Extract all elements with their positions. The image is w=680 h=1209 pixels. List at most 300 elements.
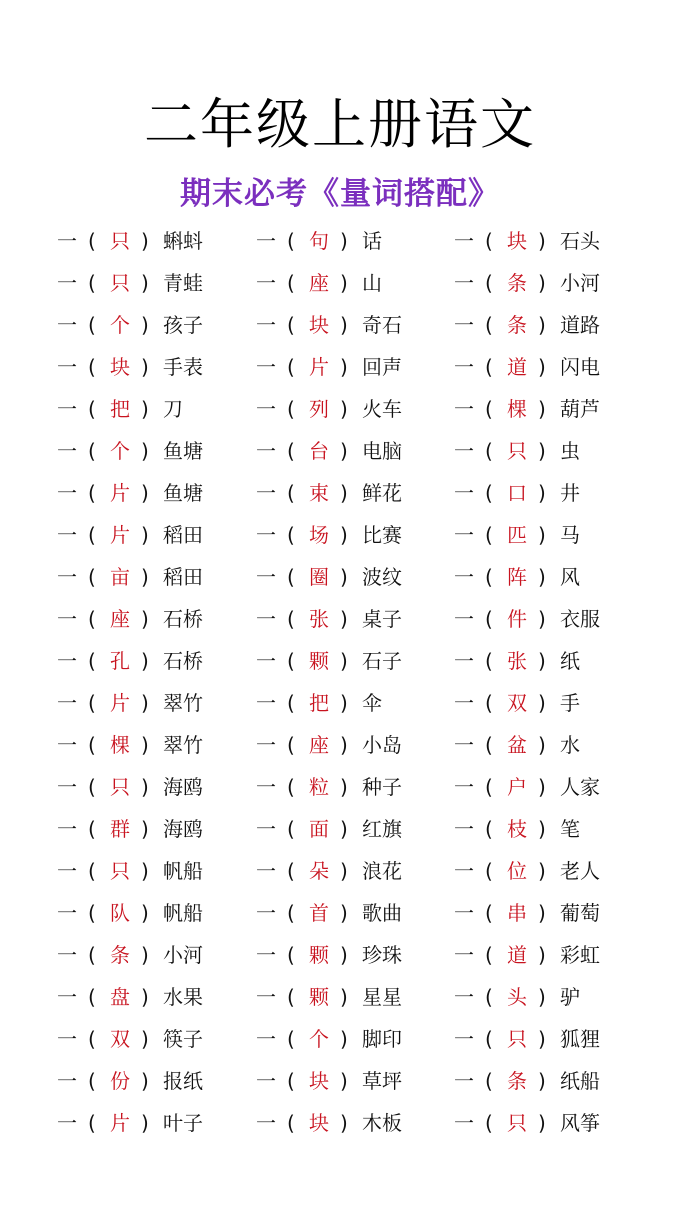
prefix-one: 一: [57, 1027, 77, 1051]
noun-word: 青蛙: [163, 271, 203, 295]
measure-word-grid: [0, 220, 680, 1144]
measure-word: 台: [309, 439, 329, 463]
close-paren: ): [340, 271, 348, 295]
measure-word: 盆: [507, 733, 527, 757]
close-paren: ): [141, 985, 149, 1009]
measure-word: 只: [110, 229, 130, 253]
close-paren: ): [538, 733, 546, 757]
measure-word: 条: [110, 943, 130, 967]
prefix-one: 一: [57, 985, 77, 1009]
noun-word: 衣服: [560, 607, 600, 631]
noun-word: 人家: [560, 775, 600, 799]
open-paren: (: [88, 817, 96, 841]
prefix-one: 一: [454, 355, 474, 379]
measure-word: 道: [507, 943, 527, 967]
close-paren: ): [340, 943, 348, 967]
prefix-one: 一: [454, 439, 474, 463]
prefix-one: 一: [57, 523, 77, 547]
noun-word: 比赛: [362, 523, 402, 547]
prefix-one: 一: [57, 733, 77, 757]
prefix-one: 一: [57, 1069, 77, 1093]
noun-word: 海鸥: [163, 817, 203, 841]
grid-row: [0, 808, 680, 850]
measure-word: 户: [507, 775, 527, 799]
open-paren: (: [485, 607, 493, 631]
open-paren: (: [485, 1069, 493, 1093]
grid-row: [0, 976, 680, 1018]
prefix-one: 一: [256, 355, 276, 379]
grid-row: [0, 472, 680, 514]
close-paren: ): [340, 439, 348, 463]
open-paren: (: [287, 481, 295, 505]
grid-row: [0, 388, 680, 430]
noun-word: 稻田: [163, 523, 203, 547]
prefix-one: 一: [256, 691, 276, 715]
measure-word: 棵: [110, 733, 130, 757]
prefix-one: 一: [454, 943, 474, 967]
prefix-one: 一: [454, 649, 474, 673]
open-paren: (: [287, 439, 295, 463]
noun-word: 叶子: [163, 1111, 203, 1135]
measure-word: 只: [507, 439, 527, 463]
prefix-one: 一: [454, 313, 474, 337]
grid-row: [0, 766, 680, 808]
noun-word: 桌子: [362, 607, 402, 631]
measure-word: 阵: [507, 565, 527, 589]
open-paren: (: [485, 229, 493, 253]
open-paren: (: [287, 607, 295, 631]
measure-word: 条: [507, 313, 527, 337]
noun-word: 葡萄: [560, 901, 600, 925]
noun-word: 帆船: [163, 859, 203, 883]
open-paren: (: [287, 733, 295, 757]
open-paren: (: [287, 397, 295, 421]
noun-word: 闪电: [560, 355, 600, 379]
prefix-one: 一: [256, 733, 276, 757]
close-paren: ): [141, 481, 149, 505]
measure-word: 条: [507, 1069, 527, 1093]
noun-word: 鱼塘: [163, 481, 203, 505]
open-paren: (: [287, 313, 295, 337]
close-paren: ): [538, 649, 546, 673]
open-paren: (: [287, 691, 295, 715]
noun-word: 小岛: [362, 733, 402, 757]
prefix-one: 一: [256, 943, 276, 967]
close-paren: ): [141, 691, 149, 715]
close-paren: ): [141, 775, 149, 799]
prefix-one: 一: [256, 859, 276, 883]
close-paren: ): [538, 481, 546, 505]
close-paren: ): [340, 901, 348, 925]
prefix-one: 一: [57, 271, 77, 295]
noun-word: 歌曲: [362, 901, 402, 925]
open-paren: (: [287, 817, 295, 841]
open-paren: (: [88, 943, 96, 967]
open-paren: (: [485, 397, 493, 421]
close-paren: ): [538, 985, 546, 1009]
close-paren: ): [538, 775, 546, 799]
noun-word: 星星: [362, 985, 402, 1009]
close-paren: ): [340, 733, 348, 757]
grid-row: [0, 1060, 680, 1102]
open-paren: (: [88, 271, 96, 295]
prefix-one: 一: [454, 775, 474, 799]
close-paren: ): [340, 397, 348, 421]
open-paren: (: [485, 985, 493, 1009]
close-paren: ): [141, 943, 149, 967]
close-paren: ): [141, 565, 149, 589]
open-paren: (: [88, 607, 96, 631]
measure-word: 个: [110, 439, 130, 463]
measure-word: 块: [309, 1111, 329, 1135]
prefix-one: 一: [256, 397, 276, 421]
open-paren: (: [485, 565, 493, 589]
noun-word: 风: [560, 565, 580, 589]
measure-word: 双: [507, 691, 527, 715]
open-paren: (: [88, 733, 96, 757]
open-paren: (: [287, 565, 295, 589]
open-paren: (: [485, 733, 493, 757]
measure-word: 片: [110, 691, 130, 715]
measure-word: 块: [507, 229, 527, 253]
close-paren: ): [538, 565, 546, 589]
close-paren: ): [538, 271, 546, 295]
noun-word: 笔: [560, 817, 580, 841]
measure-word: 片: [110, 481, 130, 505]
open-paren: (: [485, 481, 493, 505]
noun-word: 手表: [163, 355, 203, 379]
prefix-one: 一: [57, 901, 77, 925]
measure-word: 座: [110, 607, 130, 631]
grid-row: [0, 724, 680, 766]
noun-word: 木板: [362, 1111, 402, 1135]
close-paren: ): [538, 859, 546, 883]
open-paren: (: [88, 1027, 96, 1051]
prefix-one: 一: [256, 985, 276, 1009]
measure-word: 面: [309, 817, 329, 841]
open-paren: (: [88, 229, 96, 253]
noun-word: 种子: [362, 775, 402, 799]
grid-row: [0, 598, 680, 640]
close-paren: ): [141, 1111, 149, 1135]
prefix-one: 一: [454, 1111, 474, 1135]
noun-word: 水: [560, 733, 580, 757]
open-paren: (: [287, 943, 295, 967]
open-paren: (: [88, 1111, 96, 1135]
close-paren: ): [538, 817, 546, 841]
prefix-one: 一: [57, 775, 77, 799]
open-paren: (: [287, 901, 295, 925]
close-paren: ): [141, 649, 149, 673]
measure-word: 片: [309, 355, 329, 379]
noun-word: 草坪: [362, 1069, 402, 1093]
close-paren: ): [340, 313, 348, 337]
prefix-one: 一: [454, 397, 474, 421]
measure-word: 张: [309, 607, 329, 631]
grid-row: [0, 1018, 680, 1060]
open-paren: (: [485, 271, 493, 295]
prefix-one: 一: [256, 523, 276, 547]
noun-word: 电脑: [362, 439, 402, 463]
close-paren: ): [340, 691, 348, 715]
open-paren: (: [287, 271, 295, 295]
noun-word: 石桥: [163, 607, 203, 631]
measure-word: 颗: [309, 943, 329, 967]
measure-word: 盘: [110, 985, 130, 1009]
close-paren: ): [141, 817, 149, 841]
measure-word: 片: [110, 523, 130, 547]
open-paren: (: [88, 859, 96, 883]
noun-word: 小河: [560, 271, 600, 295]
grid-row: [0, 556, 680, 598]
measure-word: 群: [110, 817, 130, 841]
open-paren: (: [88, 1069, 96, 1093]
noun-word: 报纸: [163, 1069, 203, 1093]
noun-word: 井: [560, 481, 580, 505]
prefix-one: 一: [256, 1069, 276, 1093]
prefix-one: 一: [256, 1111, 276, 1135]
open-paren: (: [88, 565, 96, 589]
prefix-one: 一: [454, 901, 474, 925]
measure-word: 颗: [309, 985, 329, 1009]
noun-word: 驴: [560, 985, 580, 1009]
measure-word: 座: [309, 271, 329, 295]
measure-word: 首: [309, 901, 329, 925]
noun-word: 筷子: [163, 1027, 203, 1051]
measure-word: 只: [110, 859, 130, 883]
prefix-one: 一: [256, 313, 276, 337]
close-paren: ): [141, 1027, 149, 1051]
prefix-one: 一: [57, 439, 77, 463]
open-paren: (: [88, 397, 96, 421]
noun-word: 石子: [362, 649, 402, 673]
prefix-one: 一: [256, 775, 276, 799]
prefix-one: 一: [57, 649, 77, 673]
close-paren: ): [340, 985, 348, 1009]
close-paren: ): [340, 229, 348, 253]
measure-word: 块: [309, 1069, 329, 1093]
noun-word: 奇石: [362, 313, 402, 337]
prefix-one: 一: [57, 355, 77, 379]
prefix-one: 一: [256, 817, 276, 841]
open-paren: (: [88, 481, 96, 505]
open-paren: (: [287, 859, 295, 883]
page-subtitle: 期末必考《量词搭配》: [180, 176, 500, 212]
prefix-one: 一: [256, 229, 276, 253]
close-paren: ): [141, 355, 149, 379]
prefix-one: 一: [256, 565, 276, 589]
prefix-one: 一: [256, 439, 276, 463]
open-paren: (: [88, 691, 96, 715]
prefix-one: 一: [454, 985, 474, 1009]
close-paren: ): [538, 691, 546, 715]
grid-row: [0, 682, 680, 724]
noun-word: 纸: [560, 649, 580, 673]
grid-row: [0, 850, 680, 892]
close-paren: ): [141, 733, 149, 757]
prefix-one: 一: [57, 859, 77, 883]
noun-word: 葫芦: [560, 397, 600, 421]
measure-word: 位: [507, 859, 527, 883]
measure-word: 只: [507, 1111, 527, 1135]
noun-word: 翠竹: [163, 733, 203, 757]
open-paren: (: [485, 313, 493, 337]
close-paren: ): [340, 1027, 348, 1051]
prefix-one: 一: [454, 733, 474, 757]
open-paren: (: [485, 1111, 493, 1135]
measure-word: 圈: [309, 565, 329, 589]
close-paren: ): [340, 355, 348, 379]
close-paren: ): [340, 481, 348, 505]
prefix-one: 一: [57, 313, 77, 337]
open-paren: (: [485, 901, 493, 925]
measure-word: 串: [507, 901, 527, 925]
prefix-one: 一: [454, 691, 474, 715]
measure-word: 只: [110, 775, 130, 799]
measure-word: 份: [110, 1069, 130, 1093]
open-paren: (: [88, 355, 96, 379]
measure-word: 颗: [309, 649, 329, 673]
grid-row: [0, 514, 680, 556]
noun-word: 老人: [560, 859, 600, 883]
prefix-one: 一: [454, 1069, 474, 1093]
noun-word: 脚印: [362, 1027, 402, 1051]
grid-row: [0, 892, 680, 934]
prefix-one: 一: [57, 565, 77, 589]
grid-row: [0, 640, 680, 682]
open-paren: (: [88, 775, 96, 799]
open-paren: (: [287, 1069, 295, 1093]
close-paren: ): [141, 523, 149, 547]
close-paren: ): [141, 439, 149, 463]
open-paren: (: [287, 985, 295, 1009]
measure-word: 朵: [309, 859, 329, 883]
close-paren: ): [538, 1111, 546, 1135]
noun-word: 小河: [163, 943, 203, 967]
measure-word: 个: [309, 1027, 329, 1051]
close-paren: ): [538, 1069, 546, 1093]
prefix-one: 一: [256, 481, 276, 505]
prefix-one: 一: [57, 691, 77, 715]
prefix-one: 一: [57, 229, 77, 253]
measure-word: 束: [309, 481, 329, 505]
open-paren: (: [485, 523, 493, 547]
close-paren: ): [538, 943, 546, 967]
measure-word: 孔: [110, 649, 130, 673]
open-paren: (: [88, 313, 96, 337]
measure-word: 只: [507, 1027, 527, 1051]
grid-row: [0, 220, 680, 262]
measure-word: 把: [110, 397, 130, 421]
open-paren: (: [88, 901, 96, 925]
prefix-one: 一: [454, 817, 474, 841]
prefix-one: 一: [57, 943, 77, 967]
open-paren: (: [287, 649, 295, 673]
grid-row: [0, 304, 680, 346]
noun-word: 水果: [163, 985, 203, 1009]
close-paren: ): [141, 229, 149, 253]
noun-word: 帆船: [163, 901, 203, 925]
measure-word: 道: [507, 355, 527, 379]
measure-word: 棵: [507, 397, 527, 421]
prefix-one: 一: [57, 817, 77, 841]
close-paren: ): [141, 607, 149, 631]
measure-word: 座: [309, 733, 329, 757]
open-paren: (: [485, 649, 493, 673]
prefix-one: 一: [454, 523, 474, 547]
close-paren: ): [538, 901, 546, 925]
open-paren: (: [287, 229, 295, 253]
measure-word: 块: [110, 355, 130, 379]
prefix-one: 一: [454, 607, 474, 631]
close-paren: ): [538, 355, 546, 379]
noun-word: 话: [362, 229, 382, 253]
open-paren: (: [485, 355, 493, 379]
grid-row: [0, 430, 680, 472]
grid-row: [0, 346, 680, 388]
measure-word: 亩: [110, 565, 130, 589]
noun-word: 刀: [163, 397, 183, 421]
noun-word: 纸船: [560, 1069, 600, 1093]
noun-word: 狐狸: [560, 1027, 600, 1051]
measure-word: 头: [507, 985, 527, 1009]
open-paren: (: [485, 1027, 493, 1051]
prefix-one: 一: [57, 481, 77, 505]
close-paren: ): [538, 523, 546, 547]
measure-word: 双: [110, 1027, 130, 1051]
noun-word: 彩虹: [560, 943, 600, 967]
open-paren: (: [287, 1111, 295, 1135]
noun-word: 石头: [560, 229, 600, 253]
noun-word: 波纹: [362, 565, 402, 589]
prefix-one: 一: [454, 229, 474, 253]
noun-word: 鱼塘: [163, 439, 203, 463]
noun-word: 马: [560, 523, 580, 547]
page-title: 二年级上册语文: [144, 93, 536, 156]
close-paren: ): [538, 607, 546, 631]
close-paren: ): [538, 397, 546, 421]
prefix-one: 一: [57, 607, 77, 631]
prefix-one: 一: [57, 397, 77, 421]
close-paren: ): [538, 1027, 546, 1051]
measure-word: 块: [309, 313, 329, 337]
measure-word: 匹: [507, 523, 527, 547]
measure-word: 粒: [309, 775, 329, 799]
close-paren: ): [340, 859, 348, 883]
noun-word: 浪花: [362, 859, 402, 883]
measure-word: 列: [309, 397, 329, 421]
measure-word: 条: [507, 271, 527, 295]
open-paren: (: [287, 355, 295, 379]
close-paren: ): [538, 439, 546, 463]
open-paren: (: [88, 649, 96, 673]
close-paren: ): [340, 817, 348, 841]
prefix-one: 一: [454, 271, 474, 295]
prefix-one: 一: [57, 1111, 77, 1135]
close-paren: ): [141, 313, 149, 337]
grid-row: [0, 1102, 680, 1144]
noun-word: 风筝: [560, 1111, 600, 1135]
open-paren: (: [485, 691, 493, 715]
measure-word: 场: [309, 523, 329, 547]
prefix-one: 一: [256, 1027, 276, 1051]
close-paren: ): [340, 1111, 348, 1135]
measure-word: 只: [110, 271, 130, 295]
prefix-one: 一: [256, 901, 276, 925]
noun-word: 鲜花: [362, 481, 402, 505]
close-paren: ): [340, 565, 348, 589]
noun-word: 稻田: [163, 565, 203, 589]
